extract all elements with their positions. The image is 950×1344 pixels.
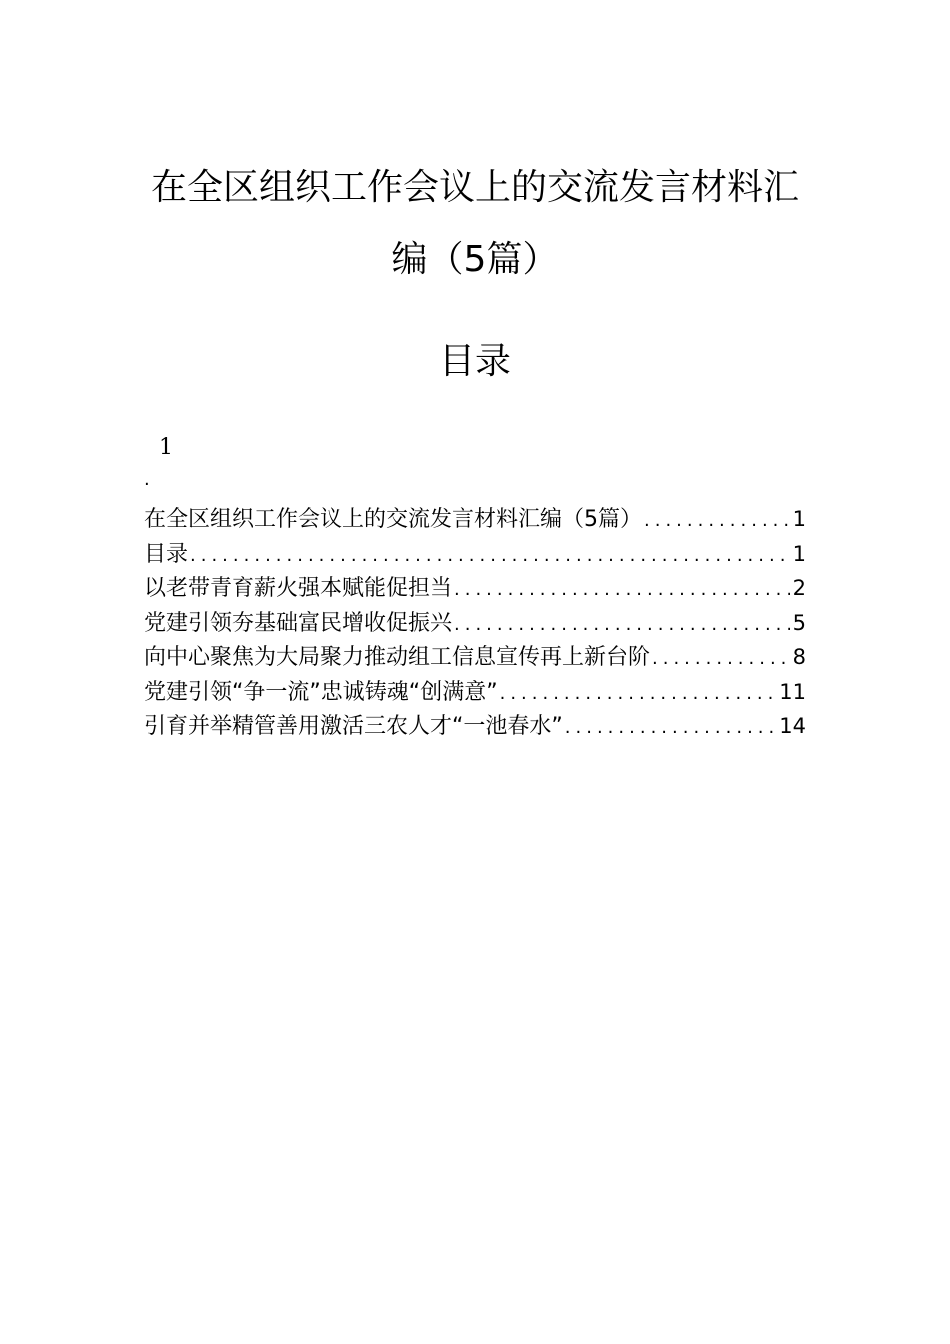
stray-mark: . [144,469,150,490]
toc-leader [190,539,790,573]
toc-entry[interactable] [144,640,806,675]
toc-entry-title[interactable]: 在全区组织工作会议上的交流发言材料汇编（5篇） [144,507,642,532]
document-title-line-2: 编（5篇） [391,239,559,280]
toc-entry-page[interactable]: 11 [779,679,806,704]
toc-entry[interactable] [144,709,806,744]
toc-entry-page[interactable]: 5 [792,610,806,635]
toc-entry-page[interactable]: 2 [792,576,806,600]
toc-leader [644,504,790,538]
toc-entry-page[interactable]: 8 [792,645,806,669]
toc-entry-title[interactable]: 目录 [144,541,189,567]
toc-leader [454,608,790,642]
toc-entry-title[interactable]: 引育并举精管善用激活三农人才“一池春水” [144,714,563,739]
toc-entry-page[interactable]: 1 [792,541,806,566]
toc-entry-page[interactable]: 1 [792,507,806,531]
toc-entry[interactable] [144,675,806,710]
toc-entry-title[interactable]: 以老带青育薪火强本赋能促担当 [144,576,453,601]
page-number: 1 [159,435,173,460]
toc-entry-title[interactable]: 党建引领“争一流”忠诚铸魂“创满意” [144,679,498,705]
toc-list [144,502,806,744]
toc-entry[interactable] [144,571,806,606]
toc-leader [565,711,776,745]
toc-entry[interactable] [144,502,806,537]
toc-heading: 目录 [438,341,511,382]
toc-leader [500,677,777,711]
toc-entry[interactable] [144,606,806,641]
document-title-line-1: 在全区组织工作会议上的交流发言材料汇 [150,167,799,208]
toc-entry[interactable] [144,537,806,572]
toc-entry-title[interactable]: 向中心聚焦为大局聚力推动组工信息宣传再上新台阶 [144,645,651,670]
toc-leader [454,573,790,607]
toc-leader [652,642,790,676]
toc-entry-title[interactable]: 党建引领夯基础富民增收促振兴 [144,610,453,636]
toc-entry-page[interactable]: 14 [779,714,806,738]
